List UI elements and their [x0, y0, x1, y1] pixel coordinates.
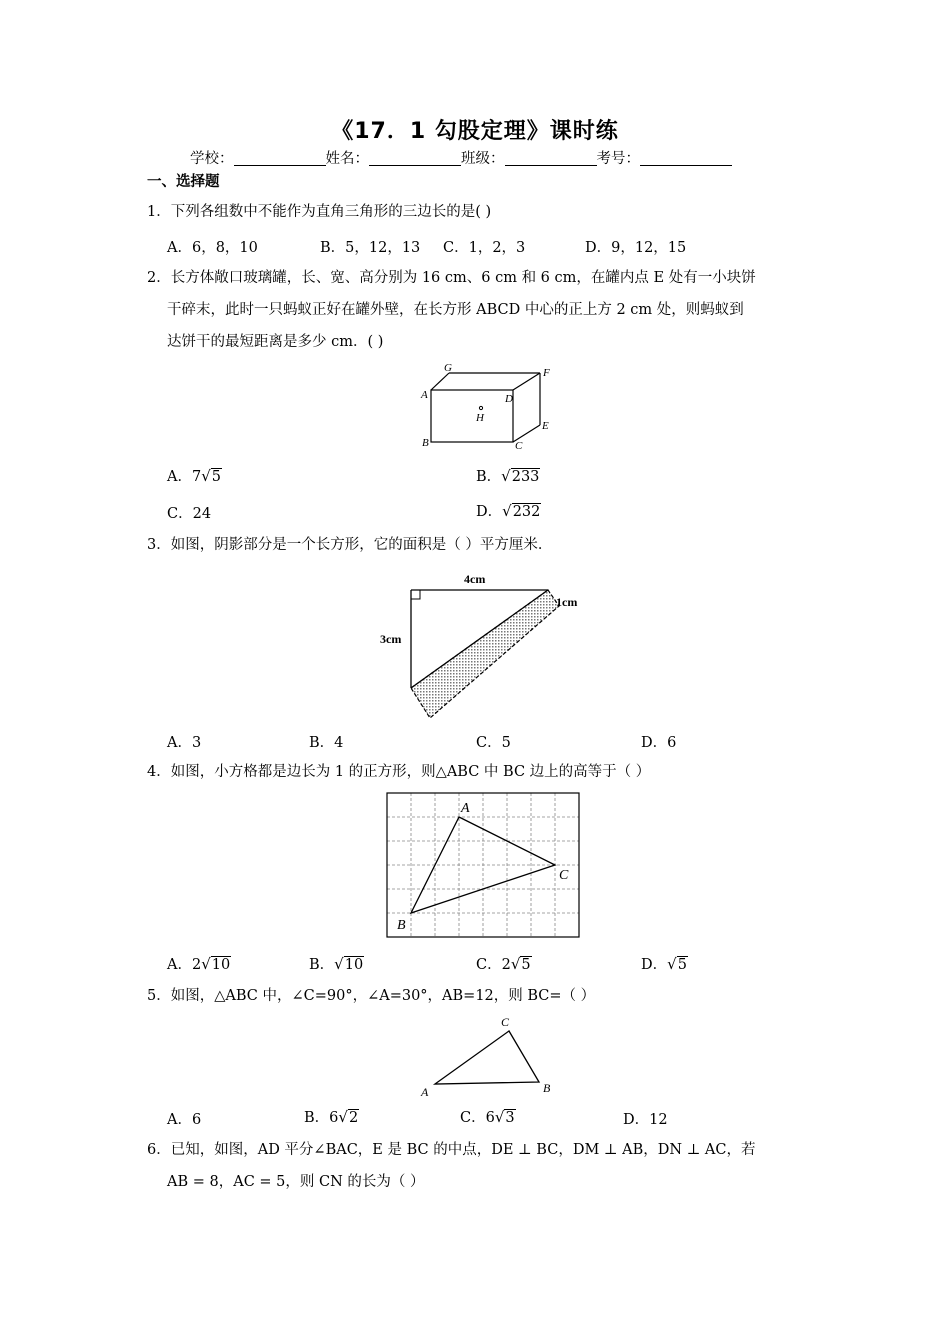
label-b: B — [543, 1081, 551, 1095]
page-title: 《17．1 勾股定理》课时练 — [331, 119, 619, 144]
label-a: A — [421, 389, 428, 401]
label-c: C — [559, 868, 569, 883]
label-d: D — [505, 393, 513, 405]
section-heading: 一、选择题 — [147, 174, 220, 190]
q2-option-c: C．24 — [167, 506, 212, 522]
label-a: A — [461, 801, 470, 816]
label-g: G — [444, 362, 452, 374]
q2-line2: 干碎末，此时一只蚂蚁正好在罐外壁，在长方形 ABCD 中心的正上方 2 cm 处，则蚂蚁到 — [167, 302, 744, 318]
q1-text: 1．下列各组数中不能作为直角三角形的三边长的是( ) — [147, 204, 492, 220]
label-3cm: 3cm — [380, 632, 402, 646]
q2-option-b: B．√233 — [476, 467, 540, 485]
q6-line1: 6．已知，如图，AD 平分∠BAC，E 是 BC 的中点，DE ⊥ BC，DM ⊥ AB，DN ⊥ AC，若 — [147, 1142, 756, 1158]
q6-line2: AB = 8，AC = 5，则 CN 的长为（ ） — [167, 1174, 425, 1190]
q5-option-a: A．6 — [167, 1112, 202, 1128]
q5-option-c: C．6√3 — [460, 1108, 515, 1126]
label-e: E — [542, 420, 549, 432]
q1-option-b: B．5，12，13 — [320, 240, 421, 256]
label-c: C — [515, 440, 523, 452]
q1-option-c: C．1，2，3 — [443, 240, 526, 256]
q2-option-a: A．7√5 — [167, 467, 221, 485]
q4-option-a: A．2√10 — [167, 955, 231, 973]
q3-option-b: B．4 — [309, 735, 344, 751]
grid-triangle-figure — [385, 790, 585, 942]
label-a: A — [421, 1085, 429, 1099]
q4-text: 4．如图，小方格都是边长为 1 的正方形，则△ABC 中 BC 边上的高等于（ ） — [147, 764, 651, 780]
q3-option-a: A．3 — [167, 735, 202, 751]
label-c: C — [501, 1015, 510, 1029]
q3-option-c: C．5 — [476, 735, 511, 751]
label-h: H — [476, 412, 484, 424]
label-f: F — [543, 367, 550, 379]
exam-number-blank — [640, 151, 732, 166]
q2-line3: 达饼干的最短距离是多少 cm．( ) — [167, 334, 384, 350]
q1-option-a: A．6，8，10 — [167, 240, 258, 256]
q3-text: 3．如图，阴影部分是一个长方形，它的面积是（ ）平方厘米． — [147, 537, 553, 553]
shaded-rectangle-figure — [378, 568, 598, 720]
exam-number-label: 考号： — [596, 151, 640, 167]
school-blank — [234, 151, 326, 166]
q2-line1: 2．长方体敞口玻璃罐，长、宽、高分别为 16 cm、6 cm 和 6 cm，在罐内点 E 处有一小块饼 — [147, 270, 756, 286]
class-label: 班级： — [461, 151, 505, 167]
q5-option-d: D．12 — [623, 1112, 668, 1128]
q3-option-d: D．6 — [641, 735, 677, 751]
label-4cm: 4cm — [464, 572, 486, 586]
name-blank — [369, 151, 461, 166]
q4-option-b: B．√10 — [309, 955, 364, 973]
label-b: B — [397, 918, 406, 933]
name-label: 姓名： — [325, 151, 369, 167]
right-triangle-figure — [415, 1012, 565, 1100]
cuboid-figure — [412, 360, 562, 452]
label-b: B — [422, 437, 429, 449]
q5-option-b: B．6√2 — [304, 1108, 359, 1126]
label-1cm: 1cm — [556, 595, 578, 609]
class-blank — [505, 151, 597, 166]
q4-option-c: C．2√5 — [476, 955, 531, 973]
q5-text: 5．如图，△ABC 中，∠C=90°，∠A=30°，AB=12，则 BC=（ ） — [147, 988, 596, 1004]
q2-option-d: D．√232 — [476, 502, 541, 520]
q4-option-d: D．√5 — [641, 955, 687, 973]
student-info-line — [190, 147, 732, 168]
q1-option-d: D．9，12，15 — [585, 240, 687, 256]
school-label: 学校： — [190, 151, 234, 167]
